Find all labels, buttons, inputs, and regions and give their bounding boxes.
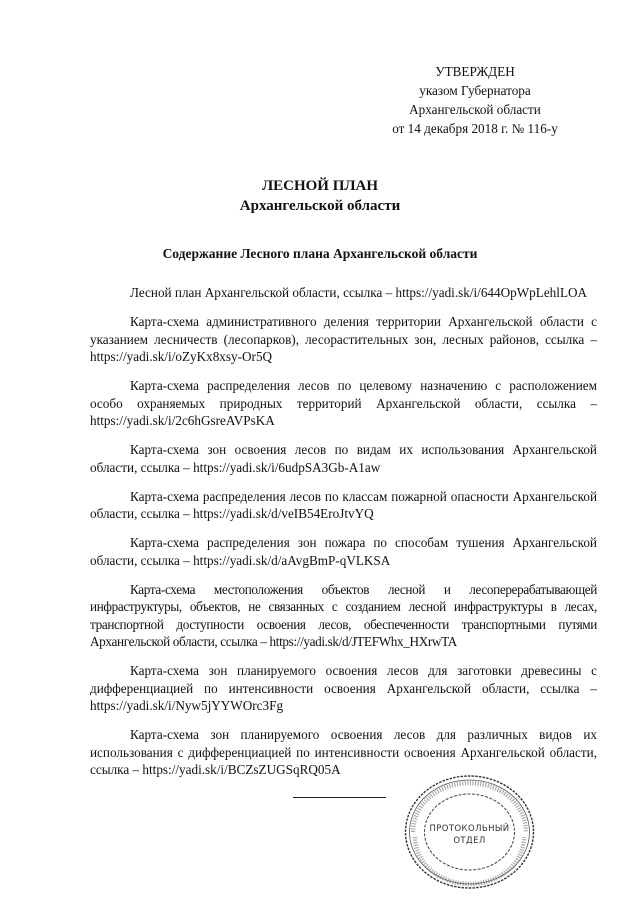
- contents-item: Карта-схема распределения лесов по целевому назначению с расположением особо охраняемых природных территорий Архангельской области, ссылка – https://yadi.sk/i/2c6hGsreAVPsKA: [90, 378, 597, 428]
- title-line: ЛЕСНОЙ ПЛАН: [261, 178, 379, 194]
- contents-item: Карта-схема административного деления территории Архангельской области с указанием лесничеств (лесопарков), лесорастительных зон, лесных районов, ссылка – https://yadi.sk/i/oZyKx8xsy-Or5Q: [90, 314, 597, 364]
- stamp-center-line: ПРОТОКОЛЬНЫЙ: [429, 824, 510, 834]
- approval-line: указом Губернатора: [419, 83, 531, 98]
- approval-block: [355, 62, 595, 138]
- approval-line: Архангельской области: [409, 102, 541, 117]
- approval-date-line: от 14 декабря 2018 г. № 116-у: [392, 121, 558, 136]
- contents-item: Карта-схема зон освоения лесов по видам их использования Архангельской области, ссылка – https://yadi.sk/i/6udpSA3Gb-A1aw: [90, 442, 597, 475]
- contents-item: Карта-схема распределения лесов по классам пожарной опасности Архангельской области, ссылка – https://yadi.sk/d/veIB54EroJtvYQ: [90, 488, 597, 521]
- stamp-seal-icon: [403, 773, 536, 891]
- stamp-center-line: ОТДЕЛ: [453, 836, 486, 846]
- contents-list: [90, 284, 597, 790]
- signature-line: [293, 797, 386, 798]
- contents-item: Карта-схема распределения зон пожара по способам тушения Архангельской области, ссылка – https://yadi.sk/d/aAvgBmP-qVLKSA: [90, 535, 597, 568]
- contents-heading: Содержание Лесного плана Архангельской области: [162, 246, 478, 261]
- contents-item: Карта-схема зон планируемого освоения лесов для различных видов их использования с дифференциацией по интенсивности освоения Архангельской области, ссылка – https://yadi.sk/i/BCZsZUGSqRQ05A: [90, 727, 597, 777]
- approval-line: УТВЕРЖДЕН: [435, 64, 515, 79]
- official-stamp: [403, 773, 536, 891]
- contents-item: Карта-схема местоположения объектов лесной и лесоперерабатывающей инфраструктуры, объектов, не связанных с созданием лесной инфраструктуры в лесах, транспортной доступности освоения лесов, обеспеченности транспортными путями Архангельской области, ссылка – https://yadi.sk/d/JTEFWhx_HXrwTA: [90, 581, 597, 649]
- title-subtitle: Архангельской области: [239, 198, 401, 214]
- contents-item: Карта-схема зон планируемого освоения лесов для заготовки древесины с дифференциацией по интенсивности освоения Архангельской области, ссылка – https://yadi.sk/i/Nyw5jYYWOrc3Fg: [90, 663, 597, 713]
- contents-item: Лесной план Архангельской области, ссылка – https://yadi.sk/i/644OpWpLehlLOA: [130, 285, 588, 300]
- document-title: [0, 176, 640, 216]
